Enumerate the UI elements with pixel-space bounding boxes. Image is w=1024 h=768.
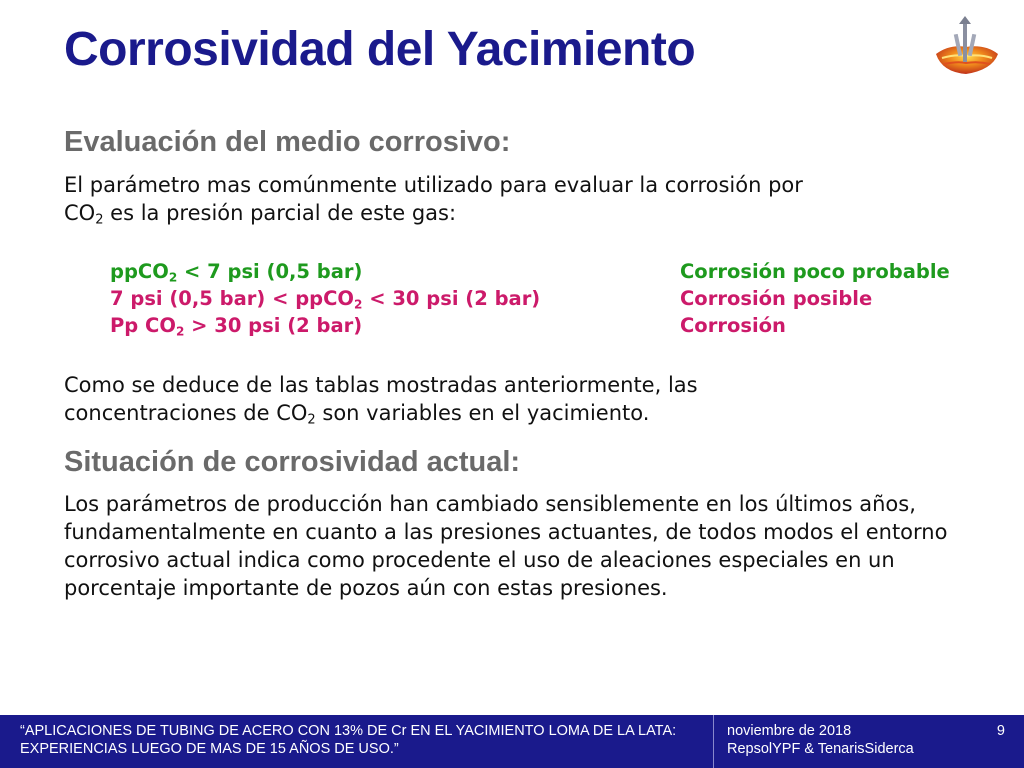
intro-paragraph: [64, 171, 1004, 227]
criterion-corrosion: [110, 312, 362, 339]
slide-title: Corrosividad del Yacimiento: [64, 23, 696, 76]
criterion-text-end: < 30 psi (2 bar): [362, 287, 541, 310]
conclusion-line-2-end: son variables en el yacimiento.: [315, 401, 650, 425]
result-low-risk: Corrosión poco probable: [680, 260, 950, 283]
criterion-text: ppCO: [110, 260, 169, 283]
criterion-text: Pp CO: [110, 314, 176, 337]
section-heading-evaluation: Evaluación del medio corrosivo:: [64, 126, 511, 158]
result-corrosion: Corrosión: [680, 314, 786, 337]
conclusion-line-2: concentraciones de CO: [64, 401, 308, 425]
conclusion-paragraph: [64, 371, 1004, 427]
conclusion-line-1: Como se deduce de las tablas mostradas anteriormente, las: [64, 373, 698, 397]
intro-line-1: El parámetro mas comúnmente utilizado para evaluar la corrosión por: [64, 173, 803, 197]
footer-date: noviembre de 2018: [727, 723, 852, 739]
footer-bar: [0, 715, 1024, 768]
criterion-text-end: > 30 psi (2 bar): [184, 314, 363, 337]
footer-divider: [713, 715, 714, 768]
page-number: 9: [996, 723, 1005, 739]
result-possible: Corrosión posible: [680, 287, 873, 310]
footer-presentation-title: “APLICACIONES DE TUBING DE ACERO CON 13% DE Cr EN EL YACIMIENTO LOMA DE LA LATA: EXPERIENCIAS LUEGO DE MAS DE 15 AÑOS DE USO.”: [20, 723, 677, 757]
criterion-subscript: 2: [175, 324, 185, 339]
intro-co-text: CO: [64, 201, 96, 225]
criterion-text: 7 psi (0,5 bar) < ppCO: [110, 287, 355, 310]
oil-well-logo-icon: [930, 14, 1002, 80]
intro-co-subscript: 2: [95, 212, 104, 228]
section-heading-current: Situación de corrosividad actual:: [64, 446, 521, 478]
intro-line-2-rest: es la presión parcial de este gas:: [103, 201, 457, 225]
footer-company: RepsolYPF & TenarisSiderca: [727, 741, 914, 757]
criterion-text-end: < 7 psi (0,5 bar): [177, 260, 363, 283]
criterion-subscript: 2: [354, 297, 363, 312]
criterion-subscript: 2: [168, 270, 178, 285]
criterion-low-risk: [110, 258, 362, 285]
conclusion-subscript: 2: [307, 412, 316, 428]
current-situation-paragraph: Los parámetros de producción han cambiado sensiblemente en los últimos años, fundamentalmente en cuanto a las presiones actuantes, de todos modos el entorno corrosivo actual indica como procedente el uso de aleaciones especiales en un porcentaje importante de pozos aún con estas presiones.: [64, 492, 948, 600]
criterion-possible: [110, 285, 540, 312]
